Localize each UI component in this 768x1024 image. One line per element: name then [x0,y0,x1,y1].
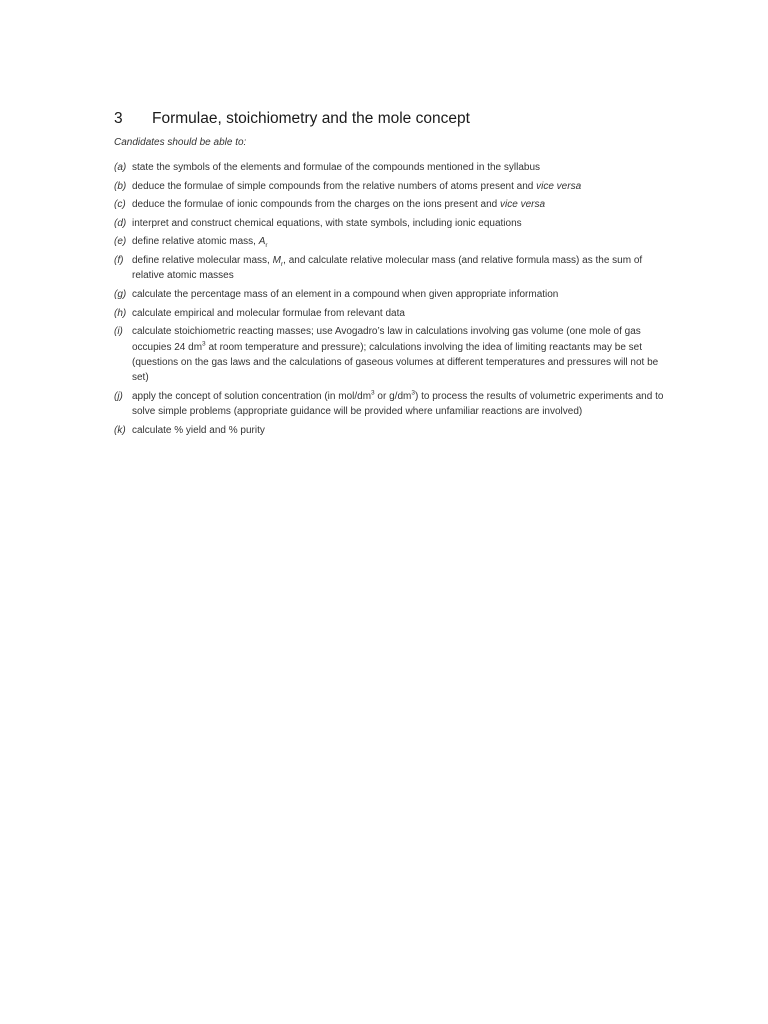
objectives-list [114,160,674,442]
section-title: Formulae, stoichiometry and the mole concept [152,110,470,127]
objective-e [114,234,674,249]
objective-f [114,253,674,284]
objective-text: calculate stoichiometric reacting masses; use Avogadro’s law in calculations involving gas volume (one mole of gas occupies 24 $dm^3$ at room temperature and pressure); calculations involving the idea of limiting reactants may be set (questions on the gas laws and the calculations of gaseous volumes at different temperatures and pressures will not be set) [132,326,659,384]
objective-text: interpret and construct chemical equations, with state symbols, including ionic equations [132,217,522,229]
section-number: 3 [114,110,123,127]
objective-g [114,287,674,302]
section-intro: Candidates should be able to: [114,137,247,148]
objective-marker: (i) [114,326,123,338]
objective-text: apply the concept of solution concentration (in mol/$dm^3$ or $g/dm^3$) to process the results of volumetric experiments and to solve simple problems (appropriate guidance will be provided where unfamiliar reactions are involved) [132,389,664,418]
objective-marker: (f) [114,254,124,266]
objective-text: calculate the percentage mass of an element in a compound when given appropriate information [132,288,559,300]
objective-b [114,179,674,194]
objective-marker: (c) [114,199,126,211]
objective-text: define relative molecular mass, $M_r$, and calculate relative molecular mass (and relative formula mass) as the sum of relative atomic masses [132,254,643,282]
objective-marker: (h) [114,307,127,319]
section-heading [114,110,470,128]
objective-h [114,306,674,321]
objective-marker: (e) [114,236,127,248]
objective-i [114,324,674,386]
objective-marker: (a) [114,162,127,173]
objective-a [114,160,674,175]
objective-k [114,423,674,438]
objective-c [114,197,674,212]
objective-marker: (g) [114,288,127,300]
objective-text: calculate % yield and % purity [132,424,265,436]
objective-marker: (b) [114,180,127,192]
objective-text: define relative atomic mass, $A_r$ [132,236,268,250]
objective-text: calculate empirical and molecular formulae from relevant data [132,307,405,319]
objective-d [114,216,674,231]
objective-marker: (k) [114,424,126,436]
objective-j [114,389,674,420]
objective-text: deduce the formulae of ionic compounds from the charges on the ions present and vice versa [132,199,546,211]
objective-marker: (j) [114,390,123,402]
objective-marker: (d) [114,217,127,229]
objective-text: state the symbols of the elements and formulae of the compounds mentioned in the syllabus [132,162,541,173]
objective-text: deduce the formulae of simple compounds from the relative numbers of atoms present and vice versa [132,180,582,192]
